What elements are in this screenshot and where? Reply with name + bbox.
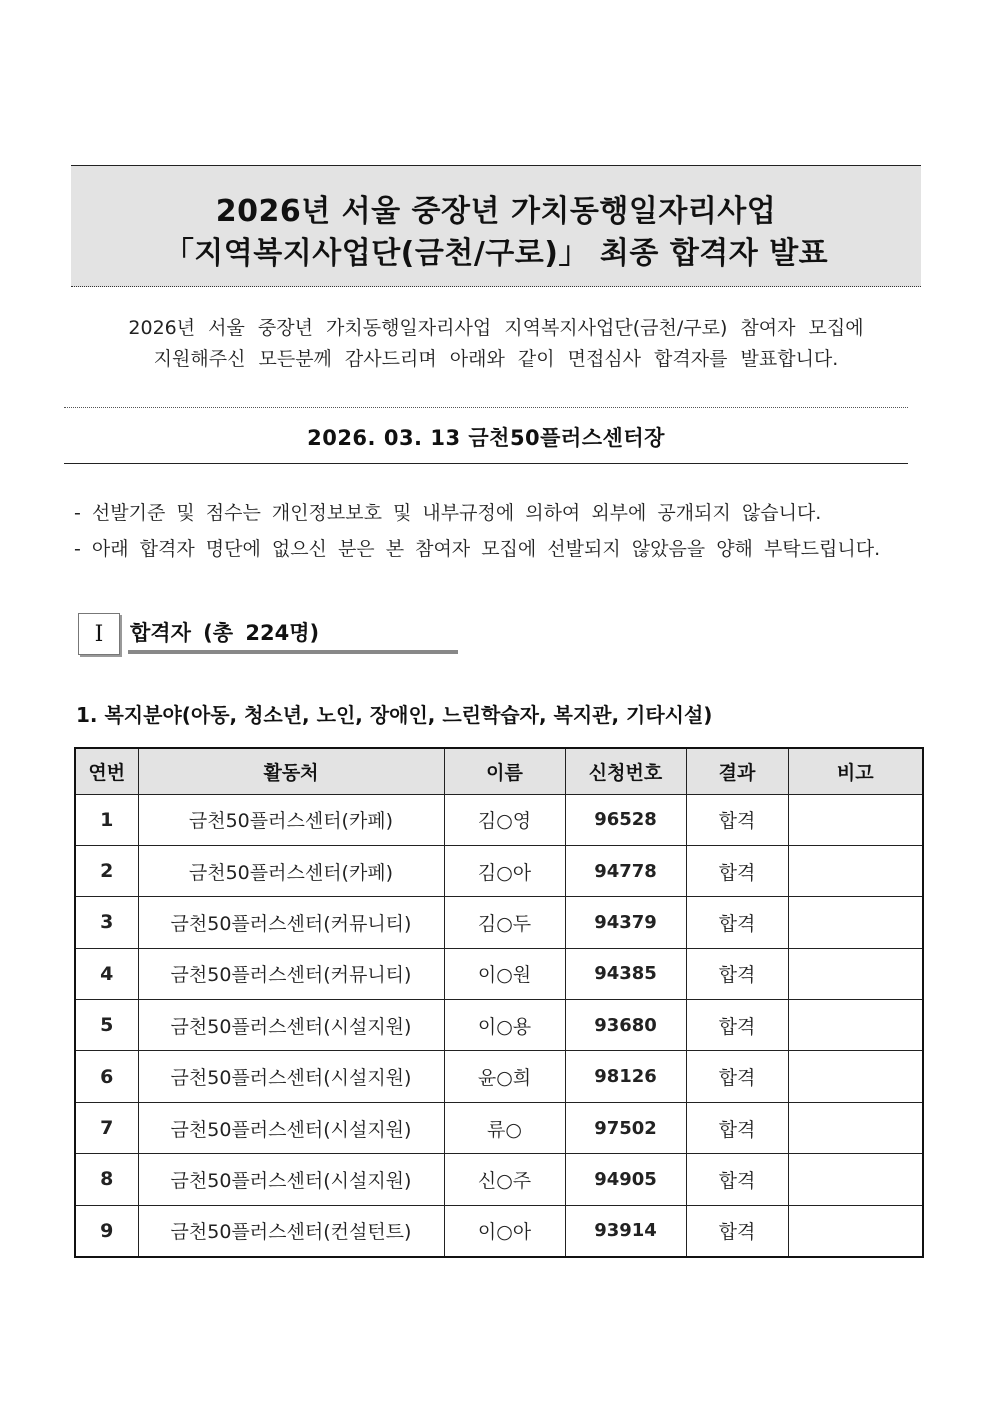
table-header-row xyxy=(75,748,923,794)
cell-place: 금천50플러스센터(카페) xyxy=(138,845,444,896)
announcement-date-signature: 2026. 03. 13 금천50플러스센터장 xyxy=(307,426,665,450)
dotted-divider xyxy=(64,407,908,408)
cell-no: 3 xyxy=(75,897,138,948)
cell-no: 9 xyxy=(75,1205,138,1256)
notice-item: - 아래 합격자 명단에 없으신 분은 본 참여자 모집에 선발되지 않았음을 양해 부탁드립니다. xyxy=(74,538,881,560)
cell-appno: 98126 xyxy=(565,1051,686,1102)
title-line-2: 「지역복지사업단(금천/구로)」 최종 합격자 발표 xyxy=(163,236,829,271)
cell-result: 합격 xyxy=(686,897,788,948)
cell-no: 1 xyxy=(75,794,138,845)
cell-note xyxy=(788,1051,923,1102)
cell-place: 금천50플러스센터(커뮤니티) xyxy=(138,948,444,999)
cell-note xyxy=(788,1154,923,1205)
header-no: 연번 xyxy=(75,748,138,794)
cell-place: 금천50플러스센터(시설지원) xyxy=(138,1102,444,1153)
cell-appno: 97502 xyxy=(565,1102,686,1153)
cell-appno: 94778 xyxy=(565,845,686,896)
header-name: 이름 xyxy=(444,748,565,794)
header-place: 활동처 xyxy=(138,748,444,794)
cell-place: 금천50플러스센터(시설지원) xyxy=(138,1000,444,1051)
notice-item: - 선발기준 및 점수는 개인정보보호 및 내부규정에 의하여 외부에 공개되지 않습니다. xyxy=(74,502,822,524)
table-row xyxy=(75,1000,923,1051)
table-row xyxy=(75,794,923,845)
cell-name: 이○용 xyxy=(444,1000,565,1051)
table-row xyxy=(75,1102,923,1153)
section-title: 합격자 (총 224명) xyxy=(130,621,320,645)
cell-place: 금천50플러스센터(시설지원) xyxy=(138,1051,444,1102)
cell-no: 7 xyxy=(75,1102,138,1153)
cell-note xyxy=(788,1102,923,1153)
cell-appno: 94379 xyxy=(565,897,686,948)
cell-name: 윤○희 xyxy=(444,1051,565,1102)
header-result: 결과 xyxy=(686,748,788,794)
subsection-heading: 1. 복지분야(아동, 청소년, 노인, 장애인, 느린학습자, 복지관, 기타시설) xyxy=(76,703,713,727)
table-row xyxy=(75,897,923,948)
table-row xyxy=(75,948,923,999)
cell-note xyxy=(788,794,923,845)
cell-note xyxy=(788,845,923,896)
cell-result: 합격 xyxy=(686,1051,788,1102)
cell-result: 합격 xyxy=(686,794,788,845)
title-line-1: 2026년 서울 중장년 가치동행일자리사업 xyxy=(215,194,777,229)
cell-appno: 94385 xyxy=(565,948,686,999)
table-row xyxy=(75,1154,923,1205)
section-underline xyxy=(128,650,458,654)
cell-appno: 96528 xyxy=(565,794,686,845)
cell-note xyxy=(788,897,923,948)
cell-name: 류○ xyxy=(444,1102,565,1153)
intro-line-2: 지원해주신 모든분께 감사드리며 아래와 같이 면접심사 합격자를 발표합니다. xyxy=(153,348,839,370)
cell-no: 2 xyxy=(75,845,138,896)
cell-result: 합격 xyxy=(686,1154,788,1205)
section-numeral: I xyxy=(94,621,104,647)
table-row xyxy=(75,845,923,896)
cell-appno: 93680 xyxy=(565,1000,686,1051)
cell-result: 합격 xyxy=(686,845,788,896)
cell-place: 금천50플러스센터(카페) xyxy=(138,794,444,845)
cell-name: 김○아 xyxy=(444,845,565,896)
cell-name: 김○두 xyxy=(444,897,565,948)
cell-no: 6 xyxy=(75,1051,138,1102)
cell-place: 금천50플러스센터(커뮤니티) xyxy=(138,897,444,948)
cell-result: 합격 xyxy=(686,1205,788,1256)
cell-result: 합격 xyxy=(686,1102,788,1153)
cell-no: 5 xyxy=(75,1000,138,1051)
table-row xyxy=(75,1205,923,1256)
cell-name: 김○영 xyxy=(444,794,565,845)
cell-name: 이○아 xyxy=(444,1205,565,1256)
cell-name: 이○원 xyxy=(444,948,565,999)
cell-place: 금천50플러스센터(컨설턴트) xyxy=(138,1205,444,1256)
cell-result: 합격 xyxy=(686,1000,788,1051)
result-table xyxy=(74,747,924,1258)
intro-line-1: 2026년 서울 중장년 가치동행일자리사업 지역복지사업단(금천/구로) 참여자 모집에 xyxy=(128,317,864,339)
cell-place: 금천50플러스센터(시설지원) xyxy=(138,1154,444,1205)
solid-divider xyxy=(64,463,908,464)
cell-no: 4 xyxy=(75,948,138,999)
cell-note xyxy=(788,1205,923,1256)
section-number-box xyxy=(78,613,120,655)
title-box xyxy=(71,165,921,287)
cell-result: 합격 xyxy=(686,948,788,999)
cell-appno: 94905 xyxy=(565,1154,686,1205)
cell-note xyxy=(788,948,923,999)
cell-no: 8 xyxy=(75,1154,138,1205)
table-row xyxy=(75,1051,923,1102)
header-note: 비고 xyxy=(788,748,923,794)
cell-appno: 93914 xyxy=(565,1205,686,1256)
cell-name: 신○주 xyxy=(444,1154,565,1205)
cell-note xyxy=(788,1000,923,1051)
header-appno: 신청번호 xyxy=(565,748,686,794)
